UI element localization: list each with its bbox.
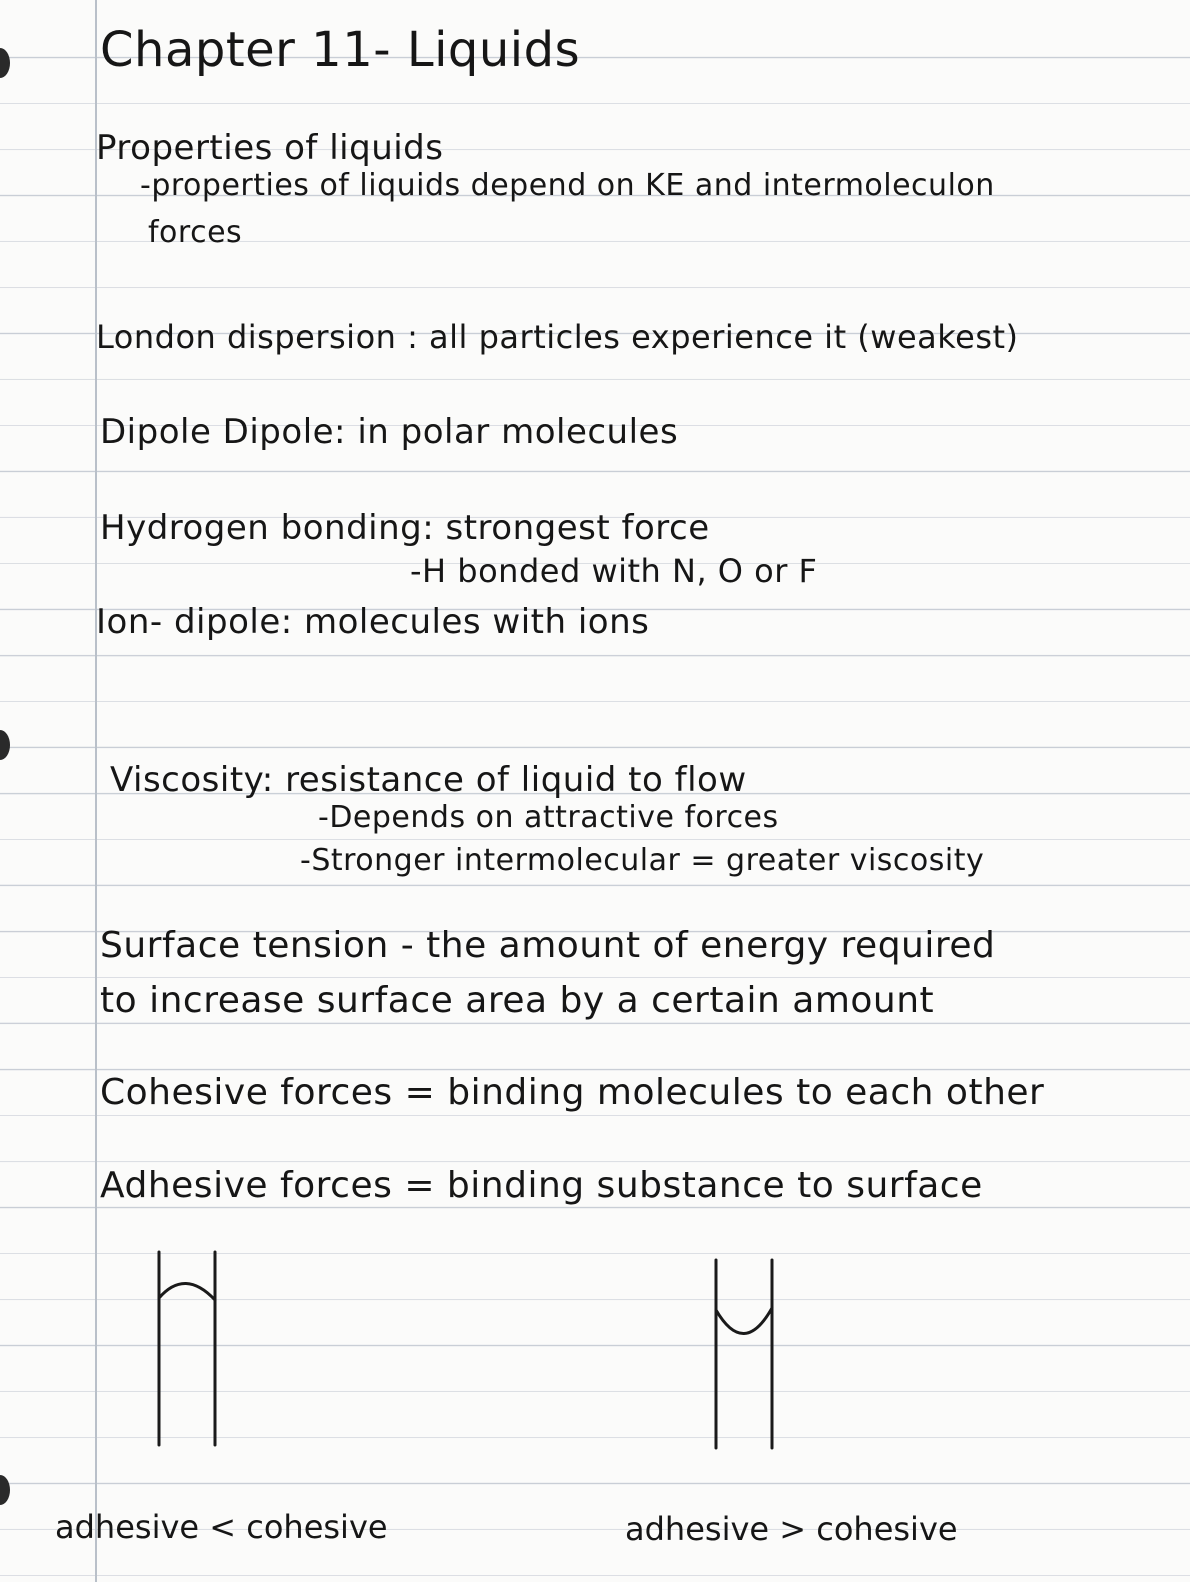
viscosity-subline-2: -Stronger intermolecular = greater viscosity — [300, 843, 985, 878]
left-diagram-caption: adhesive < cohesive — [55, 1508, 388, 1546]
viscosity-subline-1: -Depends on attractive forces — [318, 800, 779, 835]
cohesive-forces-line: Cohesive forces = binding molecules to each other — [100, 1072, 1045, 1113]
adhesive-forces-line: Adhesive forces = binding substance to surface — [100, 1165, 983, 1206]
concave-meniscus-tube-drawing — [700, 1258, 790, 1458]
convex-meniscus-tube-drawing — [145, 1250, 235, 1450]
london-dispersion-line: London dispersion : all particles experience it (weakest) — [96, 318, 1019, 356]
properties-subline-continued: forces — [148, 215, 243, 250]
binder-hole — [0, 48, 10, 78]
properties-subline: -properties of liquids depend on KE and intermoleculon — [140, 168, 995, 203]
binder-hole — [0, 1475, 10, 1505]
binder-hole — [0, 730, 10, 760]
surface-tension-line: Surface tension - the amount of energy required — [100, 925, 996, 966]
right-diagram-caption: adhesive > cohesive — [625, 1510, 958, 1548]
dipole-dipole-line: Dipole Dipole: in polar molecules — [100, 412, 679, 452]
page-title: Chapter 11- Liquids — [100, 22, 581, 78]
surface-tension-line-continued: to increase surface area by a certain amount — [100, 980, 935, 1021]
properties-heading: Properties of liquids — [96, 128, 444, 168]
ion-dipole-line: Ion- dipole: molecules with ions — [96, 602, 650, 642]
hydrogen-bonding-line: Hydrogen bonding: strongest force — [100, 508, 710, 548]
hydrogen-bonding-subline: -H bonded with N, O or F — [410, 552, 818, 590]
viscosity-line: Viscosity: resistance of liquid to flow — [110, 760, 747, 800]
